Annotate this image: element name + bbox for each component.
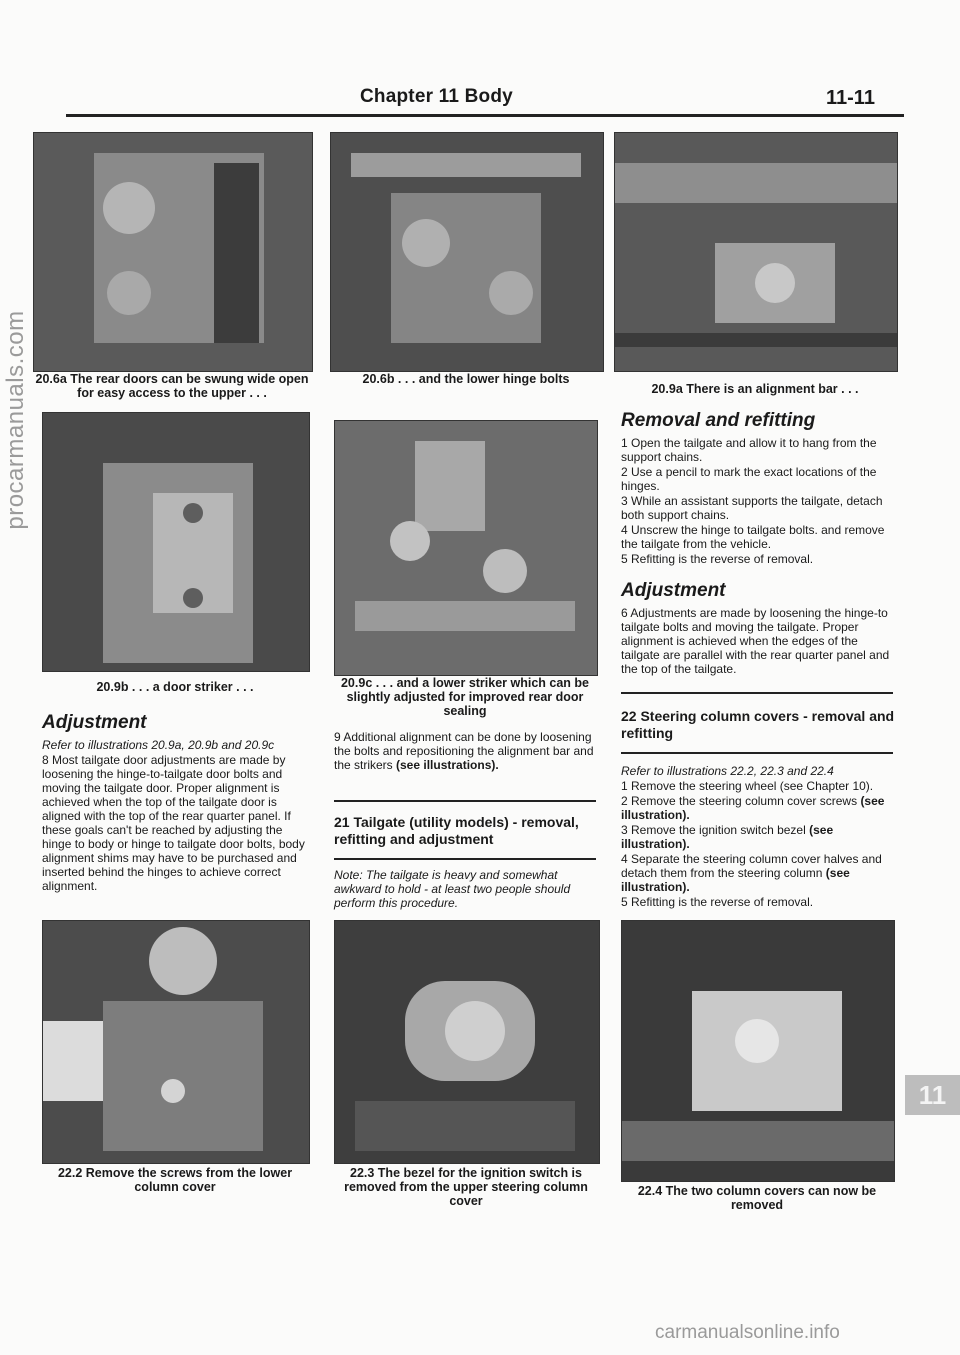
col2-para-9 (334, 730, 598, 773)
s22-step-4: 4 Separate the steering column cover halves and detach them from the steering column (621, 852, 882, 880)
caption-22-4: 22.4 The two column covers can now be removed (637, 1184, 877, 1212)
header-rule (66, 114, 904, 117)
section22-rule-top (621, 692, 893, 694)
caption-20-6b: 20.6b . . . and the lower hinge bolts (362, 372, 570, 386)
removal-step-1: 1 Open the tailgate and allow it to hang from the support chains. (621, 436, 877, 464)
section21-rule-bottom (334, 858, 596, 860)
s22-step-1: 1 Remove the steering wheel (see Chapter 10). (621, 779, 874, 793)
photo-22-3 (334, 920, 600, 1164)
caption-20-6a: 20.6a The rear doors can be swung wide open for easy access to the upper . . . (35, 372, 309, 400)
section22-refer: Refer to illustrations 22.2, 22.3 and 22.4 (621, 764, 834, 778)
s22-step-3: 3 Remove the ignition switch bezel (621, 823, 810, 837)
heading-adjustment-2: Adjustment (621, 580, 726, 601)
removal-steps (621, 436, 897, 567)
caption-22-3: 22.3 The bezel for the ignition switch is removed from the upper steering column cover (344, 1166, 588, 1208)
s22-step-2: 2 Remove the steering column cover screws (621, 794, 861, 808)
section22-steps (621, 764, 897, 910)
col1-para-8: 8 Most tailgate door adjustments are made by loosening the hinge-to-tailgate door bolts and moving the tailgate door. Proper alignment is achieved when the top of the tailgate door is aligned with the top of the rear quarter panel. If these goals can't be reached by adjusting the hinge to body or hinge to tailgate door bolts, body alignment shims may have to be purchased and inserted behind the hinges to achieve correct alignment. (42, 753, 305, 893)
heading-adjustment: Adjustment (42, 712, 147, 733)
caption-22-2: 22.2 Remove the screws from the lower column cover (57, 1166, 293, 1194)
section21-note: Note: The tailgate is heavy and somewhat awkward to hold - at least two people should perform this procedure. (334, 868, 571, 910)
col1-text (42, 738, 312, 894)
adjust-step-6: 6 Adjustments are made by loosening the hinge-to tailgate bolts and moving the tailgate. Proper alignment is achieved when the edges of the tailgate are parallel with the rear quarter panel and the top of the tailgate. (621, 606, 890, 676)
section22-title: 22 Steering column covers - removal and refitting (621, 708, 895, 741)
s22-step-4-ref: (see illustration). (621, 866, 850, 894)
photo-20-9b (42, 412, 310, 672)
col1-refer: Refer to illustrations 20.9a, 20.9b and 20.9c (42, 738, 275, 752)
removal-step-2: 2 Use a pencil to mark the exact locations of the hinges. (621, 465, 877, 493)
s22-step-2-ref: (see illustration). (621, 794, 885, 822)
caption-20-9b: 20.9b . . . a door striker . . . (96, 680, 254, 694)
section21-title: 21 Tailgate (utility models) - removal, refitting and adjustment (334, 814, 579, 847)
footer-watermark: carmanualsonline.info (655, 1322, 840, 1343)
s22-step-5: 5 Refitting is the reverse of removal. (621, 895, 814, 909)
side-watermark: procarmanuals.com (2, 310, 29, 530)
page-number: 11-11 (826, 87, 875, 109)
caption-20-9c: 20.9c . . . and a lower striker which can be slightly adjusted for improved rear door sealing (340, 676, 590, 718)
photo-20-9c (334, 420, 598, 676)
photo-20-6a (33, 132, 313, 372)
heading-removal-refitting: Removal and refitting (621, 410, 816, 431)
s22-step-3-ref: (see illustration). (621, 823, 834, 851)
section22-rule-bottom (621, 752, 893, 754)
para9-ref: (see illustrations). (396, 758, 499, 772)
removal-step-4: 4 Unscrew the hinge to tailgate bolts. and remove the tailgate from the vehicle. (621, 523, 885, 551)
removal-step-3: 3 While an assistant supports the tailgate, detach both support chains. (621, 494, 883, 522)
removal-step-5: 5 Refitting is the reverse of removal. (621, 552, 814, 566)
chapter-title: Chapter 11 Body (360, 86, 513, 107)
caption-20-9a: 20.9a There is an alignment bar . . . (651, 382, 859, 396)
photo-22-4 (621, 920, 895, 1182)
chapter-tab: 11 (905, 1075, 960, 1115)
section21-rule-top (334, 800, 596, 802)
photo-20-6b (330, 132, 604, 372)
photo-20-9a (614, 132, 898, 372)
photo-22-2 (42, 920, 310, 1164)
para9-text: 9 Additional alignment can be done by loosening the bolts and repositioning the alignment bar and the strikers (334, 730, 594, 772)
